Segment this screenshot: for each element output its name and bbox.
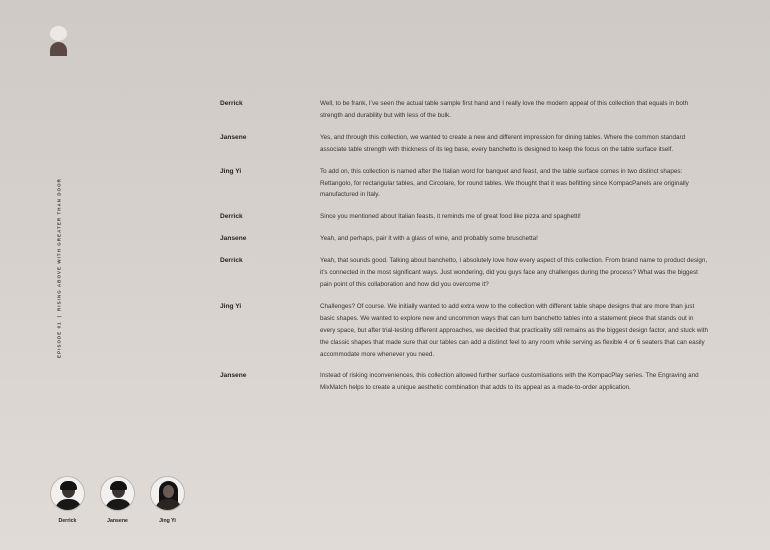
dialog-row <box>220 166 720 202</box>
speaker-name: Jing Yi <box>220 302 242 310</box>
speaker-name: Derrick <box>220 257 243 265</box>
brand-logo <box>50 26 67 56</box>
participant-list <box>50 476 200 524</box>
participant-name: Derrick <box>58 518 77 524</box>
speaker-name: Jansene <box>220 235 247 243</box>
episode-title: RISING ABOVE WITH GREATER THAN DOOR <box>56 178 62 311</box>
dialog-row <box>220 211 720 223</box>
conversation-transcript <box>220 98 720 404</box>
speaker-name: Jansene <box>220 372 247 380</box>
speaker-name: Jing Yi <box>220 167 242 175</box>
logo-arch <box>50 42 67 56</box>
dialog-row <box>220 98 720 122</box>
dialog-text: Yes, and through this collection, we wanted to create a new and different impression for dining tables. Where the common standard associate table strength with thickness of its leg base, every banchetto is designed to keep the focus on the table surface itself. <box>320 133 686 153</box>
episode-side-label: EPISODE 01|RISING ABOVE WITH GREATER THAN DOOR <box>56 178 62 358</box>
dialog-row <box>220 370 720 394</box>
dialog-text: Yeah, and perhaps, pair it with a glass of wine, and probably some bruschetta! <box>320 235 538 243</box>
dialog-text: Yeah, that sounds good. Talking about banchetto, I absolutely love how every aspect of this collection. From brand name to product design, it’s connected in the most significant ways. Just wondering, did you guys face any challenges during the process? What was the biggest pain point of this collaboration and how did you overcome it? <box>320 257 708 288</box>
logo-circle <box>50 26 67 41</box>
avatar <box>150 476 185 511</box>
participant <box>100 476 135 524</box>
dialog-text: To add on, this collection is named after the Italian word for banquet and feast, and the table surface comes in two distinct shapes: Rettangolo, for rectangular tables, and Circolare, for round tables. We thought that it was befitting since KompacPanels are originally manufactured in Italy. <box>320 167 689 199</box>
dialog-text: Challenges? Of course. We initially wanted to add extra wow to the collection with different table shape designs that are more than just basic shapes. We wanted to explore new and uncommon ways that can turn banchetto tables into a statement piece that stands out in every space, but after trial-testing different approaches, we decided that practicality still remains as the biggest design factor, and stuck with the classic shapes that made sure that our tables can add a distinct feel to any room while serving as flexible 4 or 6 seaters that can easily accommodate more whenever you need. <box>320 302 709 358</box>
participant <box>150 476 185 524</box>
dialog-row <box>220 255 720 291</box>
dialog-text: Well, to be frank, I’ve seen the actual table sample first hand and I really love the modern appeal of this collection that equals in both strength and durability but with less of the bulk. <box>320 100 689 119</box>
speaker-name: Derrick <box>220 100 243 107</box>
dialog-row <box>220 132 720 156</box>
participant-name: Jansene <box>107 518 128 524</box>
speaker-name: Jansene <box>220 133 247 141</box>
speaker-name: Derrick <box>220 213 243 221</box>
avatar <box>100 476 135 511</box>
avatar <box>50 476 85 511</box>
dialog-text: Instead of risking inconveniences, this collection allowed further surface customisations with the KompacPlay series. The Engraving and MixMatch helps to create a unique aesthetic combination that adds to its appeal as a made-to-order application. <box>320 372 699 392</box>
dialog-row <box>220 301 720 361</box>
participant-name: Jing Yi <box>159 518 176 524</box>
dialog-row <box>220 233 720 245</box>
participant <box>50 476 85 524</box>
dialog-text: Since you mentioned about Italian feasts, it reminds me of great food like pizza and spaghetti! <box>320 213 581 221</box>
episode-number: EPISODE 01 <box>56 321 62 358</box>
